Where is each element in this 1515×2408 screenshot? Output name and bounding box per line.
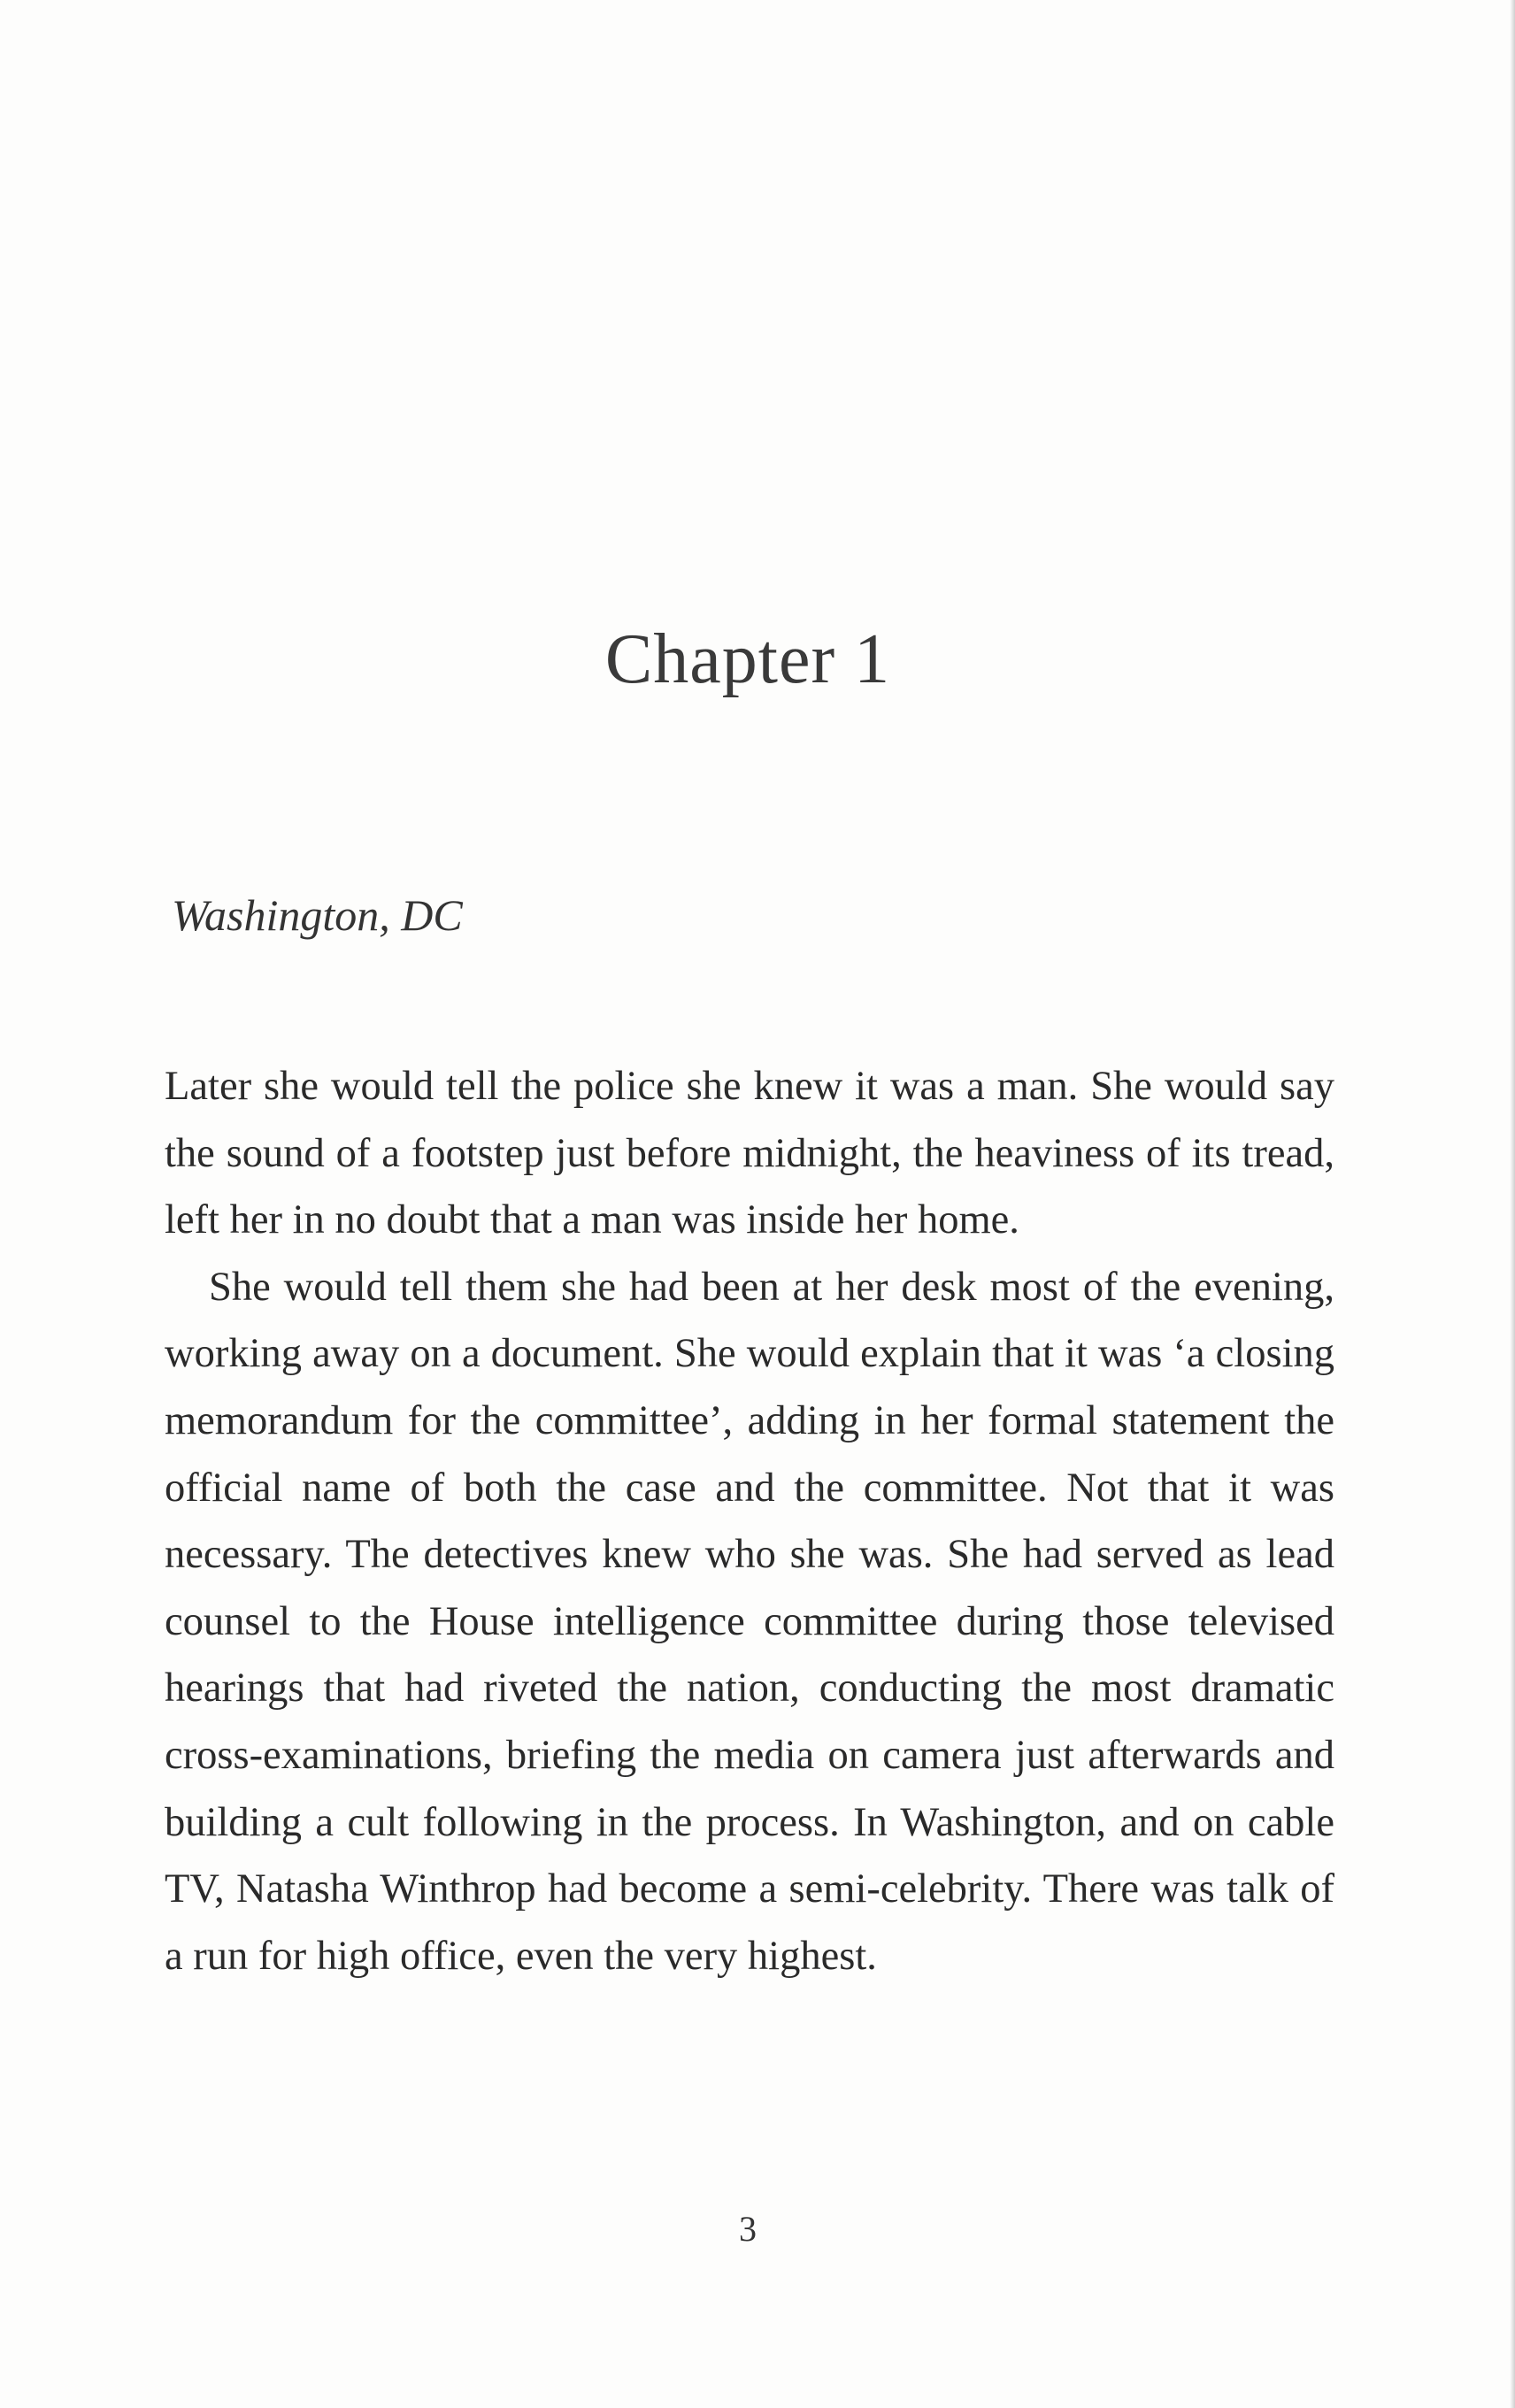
page-number: 3 — [739, 2209, 757, 2249]
paragraph: Later she would tell the police she knew it was a man. She would say the sound of a footstep just before midnight, the heaviness of its tread, left her in no doubt that a man was inside her home. — [165, 1064, 1334, 1243]
body-text — [165, 1053, 1334, 1989]
location-heading: Washington, DC — [172, 890, 463, 940]
chapter-title: Chapter 1 — [604, 620, 891, 698]
paragraph: She would tell them she had been at her desk most of the evening, working away on a document. She would explain that it was ‘a closing memorandum for the committee’, adding in her formal statement the official name of both the case and the committee. Not that it was necessary. The detectives knew who she was. She had served as lead counsel to the House intelligence committee during those televised hearings that had riveted the nation, conducting the most dramatic cross-examinations, briefing the media on camera just afterwards and building a cult following in the process. In Washington, and on cable TV, Natasha Winthrop had become a semi-celebrity. There was talk of a run for high office, even the very highest. — [165, 1264, 1334, 1979]
page-edge — [1510, 0, 1515, 2408]
